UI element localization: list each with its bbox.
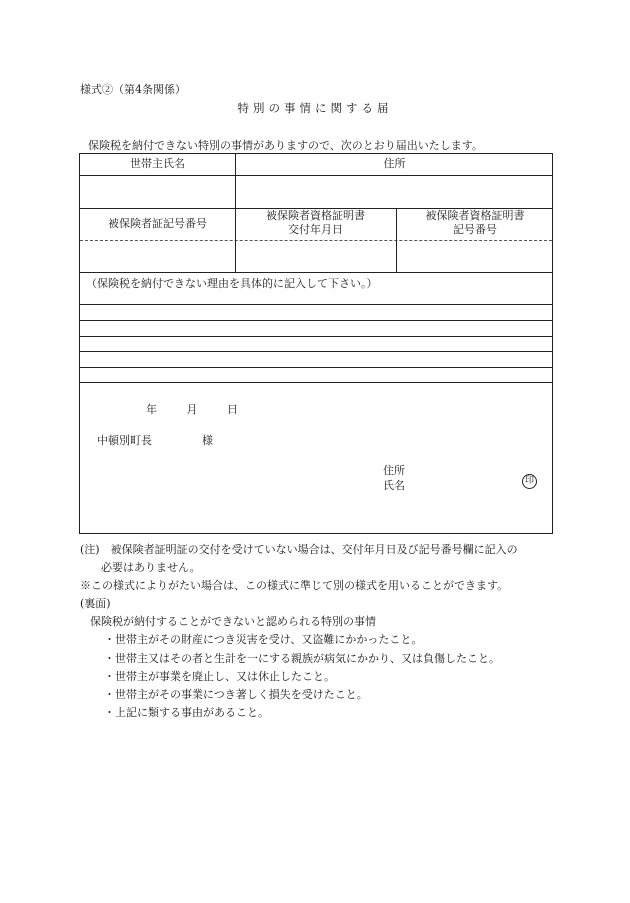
date-month: 月 — [186, 403, 198, 416]
date-day: 日 — [227, 403, 238, 416]
header-cert-issue-date-line1: 被保険者資格証明書 — [266, 209, 365, 222]
note-1: (注) 被保険者証明証の交付を受けていない場合は、交付年月日及び記号番号欄に記入の — [80, 543, 518, 556]
list-item: ・世帯主が事業を廃止し、又は休止したこと。 — [104, 670, 335, 683]
header-cert-number — [396, 209, 554, 237]
notification-form-table — [79, 153, 553, 534]
back-side-heading: 保険税が納付することができないと認められる特別の事情 — [90, 615, 376, 628]
date-line — [146, 401, 264, 417]
applicant-name-label: 氏名 — [383, 479, 405, 492]
note-2: ※この様式によりがたい場合は、この様式に準じて別の様式を用いることができます。 — [80, 579, 509, 592]
note-1-continued: 必要はありません。 — [101, 561, 201, 574]
address-field[interactable] — [235, 176, 554, 208]
mayor-title: 中頓別町長 — [97, 434, 152, 447]
insured-card-number-field[interactable] — [80, 241, 235, 272]
back-side-label: (裏面) — [80, 597, 111, 610]
header-cert-issue-date — [235, 209, 396, 237]
reason-instruction: （保険税を納付できない理由を具体的に記入して下さい。） — [86, 277, 378, 290]
header-cert-number-line1: 被保険者資格証明書 — [425, 209, 525, 222]
list-item: ・世帯主がその財産につき災害を受け、又盗難にかかったこと。 — [104, 633, 423, 646]
header-address: 住所 — [383, 157, 406, 170]
list-item: ・世帯主がその事業につき著しく損失を受けたこと。 — [104, 688, 368, 701]
header-cert-number-line2: 記号番号 — [453, 223, 497, 236]
cert-number-field[interactable] — [396, 241, 554, 272]
intro-text: 保険税を納付できない特別の事情がありますので、次のとおり届出いたします。 — [88, 139, 483, 152]
addressee — [97, 432, 213, 448]
cert-issue-date-field[interactable] — [235, 241, 396, 272]
header-householder-name: 世帯主氏名 — [130, 157, 185, 170]
reason-field[interactable] — [80, 305, 554, 383]
applicant-address-label: 住所 — [383, 464, 405, 477]
list-item: ・世帯主又はその者と生計を一にする親族が病気にかかり、又は負傷したこと。 — [104, 652, 500, 665]
date-year: 年 — [146, 403, 157, 416]
seal-mark-icon: 印 — [522, 474, 537, 489]
header-cert-issue-date-line2: 交付年月日 — [288, 223, 343, 236]
form-number: 様式②（第4条関係） — [80, 83, 186, 96]
list-item: ・上記に類する事由があること。 — [104, 706, 269, 719]
table-rule — [80, 272, 552, 273]
mayor-honorific: 様 — [202, 434, 213, 447]
header-insured-card-number: 被保険者証記号番号 — [108, 217, 207, 230]
document-title: 特別の事情に関する届 — [237, 101, 393, 115]
householder-name-field[interactable] — [80, 176, 235, 208]
